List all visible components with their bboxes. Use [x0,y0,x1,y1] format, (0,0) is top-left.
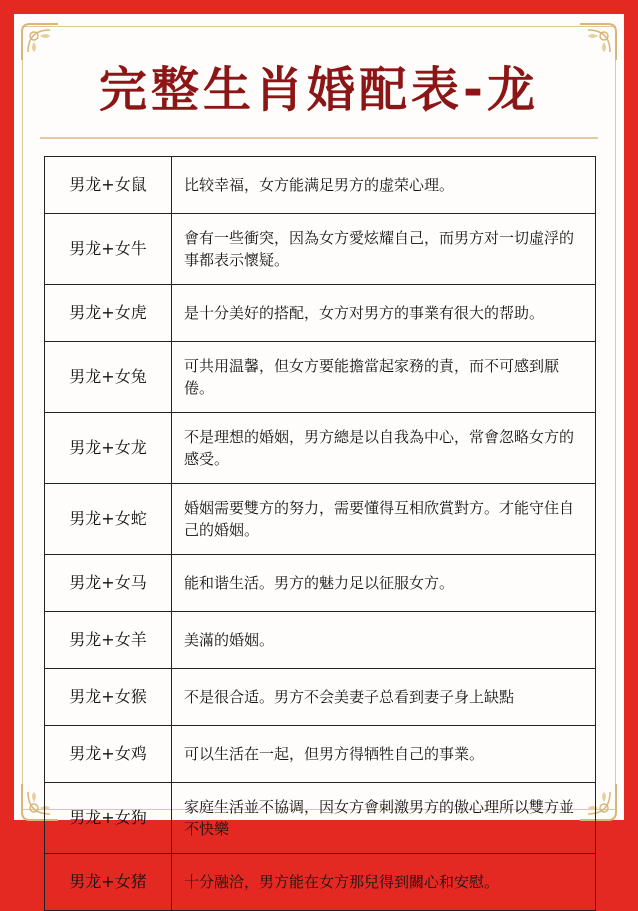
corner-scroll-icon [20,22,60,62]
page-title: 完整生肖婚配表-龙 [99,62,539,118]
description-cell: 可共用温馨，但女方要能擔當起家務的責，而不可感到厭倦。 [172,342,596,413]
pair-cell: 男龙+女牛 [45,214,172,285]
pair-cell: 男龙+女鼠 [45,157,172,214]
description-cell: 不是很合适。男方不会美妻子总看到妻子身上缺點 [172,669,596,726]
pair-cell: 男龙+女龙 [45,413,172,484]
pair-cell: 男龙+女马 [45,555,172,612]
description-cell: 婚姻需要雙方的努力，需要懂得互相欣賞對方。才能守住自己的婚姻。 [172,484,596,555]
table-row [45,555,596,612]
pair-cell: 男龙+女猴 [45,669,172,726]
pair-cell: 男龙+女兔 [45,342,172,413]
description-cell: 可以生活在一起，但男方得牺牲自己的事業。 [172,726,596,783]
table-row [45,854,596,911]
table-row [45,413,596,484]
description-cell: 不是理想的婚姻，男方總是以自我為中心，常會忽略女方的感受。 [172,413,596,484]
table-row [45,342,596,413]
description-cell: 十分融洽，男方能在女方那兒得到關心和安慰。 [172,854,596,911]
description-cell: 家庭生活並不協调，因女方會刺激男方的傲心理所以雙方並不快樂 [172,783,596,854]
pair-cell: 男龙+女猪 [45,854,172,911]
description-cell: 比较幸福，女方能满足男方的虚荣心理。 [172,157,596,214]
pair-cell: 男龙+女蛇 [45,484,172,555]
table-row [45,157,596,214]
title-divider [40,137,598,139]
table-row [45,484,596,555]
description-cell: 會有一些衝突，因為女方愛炫耀自己，而男方对一切虛浮的事都表示懷疑。 [172,214,596,285]
description-cell: 是十分美好的搭配，女方对男方的事業有很大的帮助。 [172,285,596,342]
zodiac-match-table [44,156,596,911]
description-cell: 美滿的婚姻。 [172,612,596,669]
pair-cell: 男龙+女虎 [45,285,172,342]
corner-scroll-icon [578,22,618,62]
table-row [45,285,596,342]
table-row [45,214,596,285]
pair-cell: 男龙+女狗 [45,783,172,854]
description-cell: 能和谐生活。男方的魅力足以征服女方。 [172,555,596,612]
pair-cell: 男龙+女羊 [45,612,172,669]
table-row [45,669,596,726]
table-row [45,726,596,783]
table-row [45,612,596,669]
pair-cell: 男龙+女鸡 [45,726,172,783]
table-row [45,783,596,854]
